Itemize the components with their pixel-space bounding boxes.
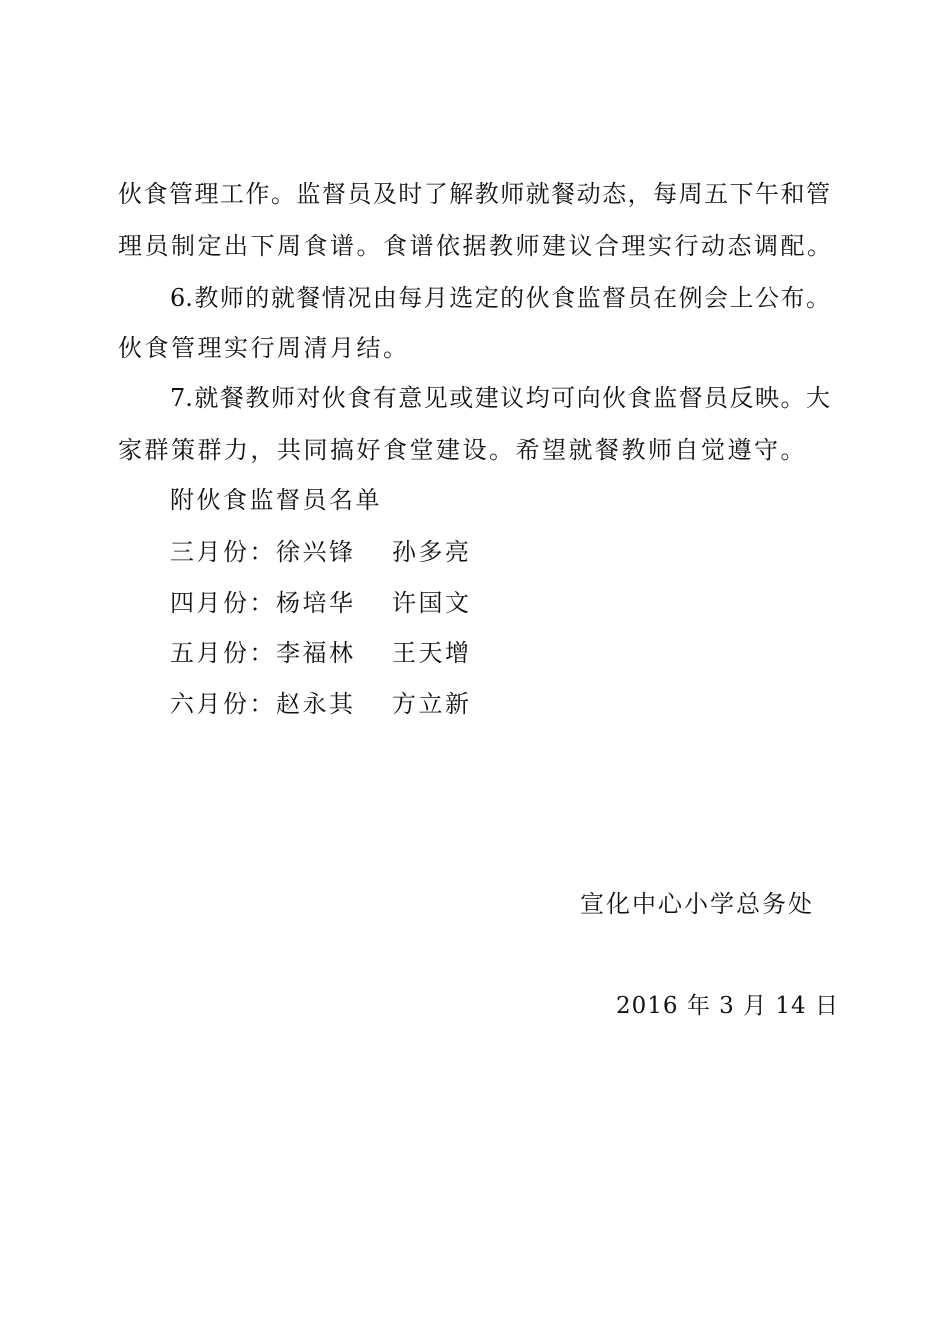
paragraph-line: 理员制定出下周食谱。食谱依据教师建议合理实行动态调配。	[118, 232, 834, 260]
supervisor-name: 方立新	[392, 690, 472, 718]
item-7-line-1: 7.就餐教师对伙食有意见或建议均可向伙食监督员反映。大	[170, 384, 830, 412]
supervisor-name: 王天增	[392, 639, 472, 667]
month-label: 六月份：	[170, 690, 276, 718]
issuing-organization: 宣化中心小学总务处	[580, 890, 814, 918]
item-6-line-2: 伙食管理实行周清月结。	[118, 334, 410, 362]
supervisor-row	[170, 536, 472, 568]
supervisor-list-heading: 附伙食监督员名单	[170, 486, 382, 514]
supervisor-name: 李福林	[276, 639, 356, 667]
item-6-line-1: 6.教师的就餐情况由每月选定的伙食监督员在例会上公布。	[170, 284, 830, 312]
issue-date: 2016 年 3 月 14 日	[616, 993, 839, 1019]
supervisor-name: 杨培华	[276, 589, 356, 617]
supervisor-row	[170, 637, 472, 669]
month-label: 五月份：	[170, 639, 276, 667]
month-label: 四月份：	[170, 589, 276, 617]
supervisor-name: 许国文	[392, 589, 472, 617]
supervisor-row	[170, 587, 472, 619]
supervisor-name: 赵永其	[276, 690, 356, 718]
supervisor-name: 徐兴锋	[276, 538, 356, 566]
paragraph-line: 伙食管理工作。监督员及时了解教师就餐动态，每周五下午和管	[118, 180, 830, 208]
month-label: 三月份：	[170, 538, 276, 566]
item-7-line-2: 家群策群力，共同搞好食堂建设。希望就餐教师自觉遵守。	[118, 436, 807, 464]
supervisor-row	[170, 688, 472, 720]
supervisor-name: 孙多亮	[392, 538, 472, 566]
